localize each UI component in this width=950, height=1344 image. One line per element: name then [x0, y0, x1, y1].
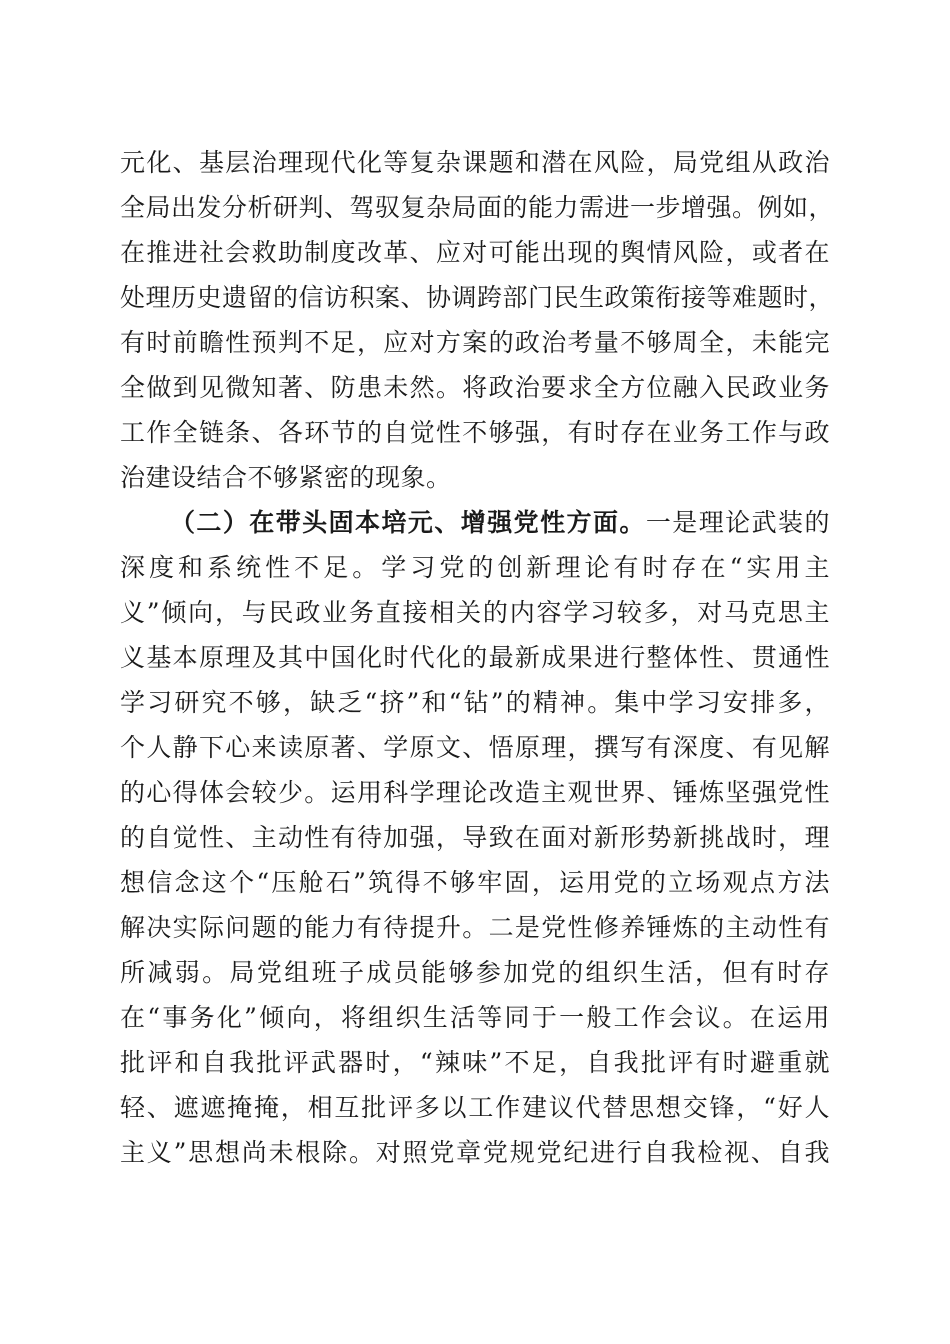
paragraph-line: 个人静下心来读原著、学原文、悟原理，撰写有深度、有见解 [120, 733, 830, 762]
paragraph-line: 学习研究不够，缺乏“挤”和“钻”的精神。集中学习安排多， [120, 688, 830, 717]
paragraph-line: 处理历史遗留的信访积案、协调跨部门民生政策衔接等难题时， [120, 283, 835, 312]
paragraph-line: 所减弱。局党组班子成员能够参加党的组织生活，但有时存 [120, 958, 830, 987]
paragraph-line: 治建设结合不够紧密的现象。 [120, 463, 452, 492]
paragraph-line: 全做到见微知著、防患未然。将政治要求全方位融入民政业务 [120, 373, 830, 402]
paragraph-line: 有时前瞻性预判不足，应对方案的政治考量不够周全，未能完 [120, 328, 830, 357]
paragraph-line: 主义”思想尚未根除。对照党章党规党纪进行自我检视、自我 [120, 1138, 830, 1167]
section-heading: （二）在带头固本培元、增强党性方面。 [170, 508, 646, 537]
paragraph-line: 轻、遮遮掩掩，相互批评多以工作建议代替思想交锋，“好人 [120, 1093, 830, 1122]
section-heading-line [170, 508, 830, 538]
paragraph-line: 的自觉性、主动性有待加强，导致在面对新形势新挑战时，理 [120, 823, 830, 852]
paragraph-line: 深度和系统性不足。学习党的创新理论有时存在“实用主 [120, 553, 830, 582]
paragraph-line: 元化、基层治理现代化等复杂课题和潜在风险，局党组从政治 [120, 148, 830, 177]
paragraph-line: 义基本原理及其中国化时代化的最新成果进行整体性、贯通性 [120, 643, 830, 672]
paragraph-line: 工作全链条、各环节的自觉性不够强，有时存在业务工作与政 [120, 418, 830, 447]
paragraph-line: 义”倾向，与民政业务直接相关的内容学习较多，对马克思主 [120, 598, 830, 627]
paragraph-line: 的心得体会较少。运用科学理论改造主观世界、锤炼坚强党性 [120, 778, 830, 807]
paragraph-line: 在推进社会救助制度改革、应对可能出现的舆情风险，或者在 [120, 238, 830, 267]
section-heading-rest: 一是理论武装的 [645, 508, 830, 537]
paragraph-line: 解决实际问题的能力有待提升。二是党性修养锤炼的主动性有 [120, 913, 830, 942]
paragraph-line: 批评和自我批评武器时，“辣味”不足，自我批评有时避重就 [120, 1048, 830, 1077]
paragraph-line: 在“事务化”倾向，将组织生活等同于一般工作会议。在运用 [120, 1003, 830, 1032]
paragraph-line: 想信念这个“压舱石”筑得不够牢固，运用党的立场观点方法 [120, 868, 830, 897]
paragraph-line: 全局出发分析研判、驾驭复杂局面的能力需进一步增强。例如， [120, 193, 835, 222]
